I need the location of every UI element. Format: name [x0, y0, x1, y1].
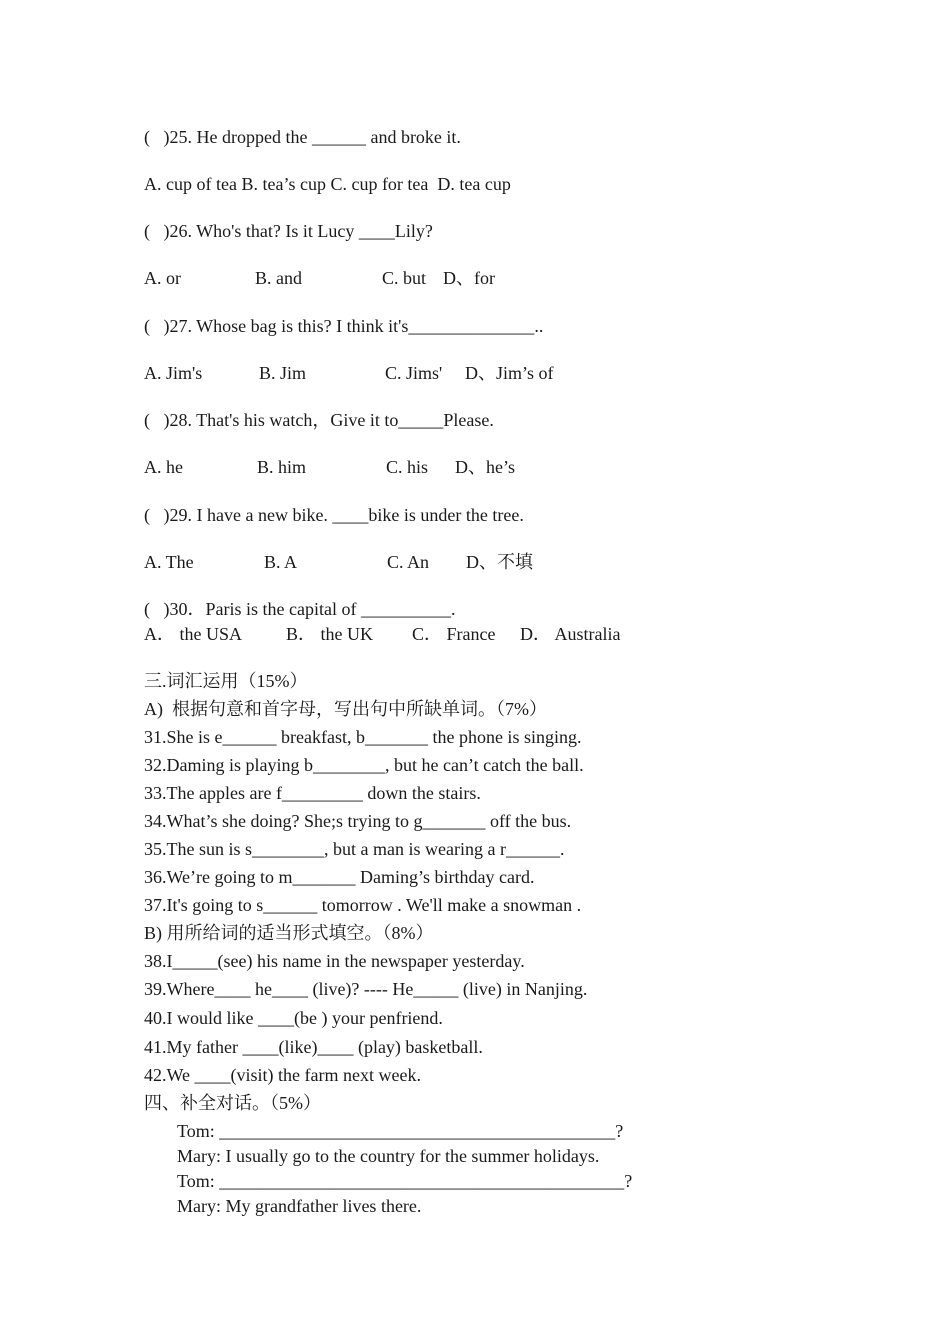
question-41: 41.My father ____(like)____ (play) basketball.	[144, 1037, 483, 1057]
section-3-title: 三.词汇运用（15%）	[144, 671, 308, 691]
dialog-line-1: Tom: ____________________________________________?	[177, 1121, 624, 1141]
question-29-option-a: A. The	[144, 552, 194, 572]
question-25-options: A. cup of tea B. tea’s cup C. cup for tea D. tea cup	[144, 174, 511, 194]
question-30-stem: ( )30．Paris is the capital of __________.	[144, 599, 456, 619]
question-34: 34.What’s she doing? She;s trying to g_______ off the bus.	[144, 811, 572, 831]
dialog-line-2: Mary: I usually go to the country for the summer holidays.	[177, 1146, 600, 1166]
dialog-line-4: Mary: My grandfather lives there.	[177, 1196, 422, 1216]
question-40: 40.I would like ____(be ) your penfriend.	[144, 1008, 443, 1028]
question-31: 31.She is e______ breakfast, b_______ the phone is singing.	[144, 727, 582, 747]
question-29-option-d: D、不填	[466, 552, 533, 572]
question-27-option-d: D、Jim’s of	[465, 363, 554, 383]
question-26-option-b: B. and	[255, 268, 302, 288]
question-37: 37.It's going to s______ tomorrow . We'll make a snowman .	[144, 895, 582, 915]
question-26-option-c: C. but	[382, 268, 427, 288]
question-35: 35.The sun is s________, but a man is wearing a r______.	[144, 839, 565, 859]
dialog-line-3: Tom: _____________________________________________?	[177, 1171, 633, 1191]
question-39: 39.Where____ he____ (live)? ---- He_____ (live) in Nanjing.	[144, 979, 588, 999]
question-26-option-d: D、for	[443, 268, 495, 288]
question-29-option-c: C. An	[387, 552, 430, 572]
question-27-option-b: B. Jim	[259, 363, 307, 383]
question-30-option-b: B． the UK	[286, 624, 373, 644]
question-42: 42.We ____(visit) the farm next week.	[144, 1065, 421, 1085]
question-27-stem: ( )27. Whose bag is this? I think it's______________..	[144, 316, 544, 336]
section-3a-title: A) 根据句意和首字母，写出句中所缺单词。（7%）	[144, 699, 547, 719]
question-29-stem: ( )29. I have a new bike. ____bike is under the tree.	[144, 505, 524, 525]
question-28-option-c: C. his	[386, 457, 429, 477]
question-28-option-d: D、he’s	[455, 457, 515, 477]
question-27-option-a: A. Jim's	[144, 363, 203, 383]
question-36: 36.We’re going to m_______ Daming’s birthday card.	[144, 867, 535, 887]
question-38: 38.I_____(see) his name in the newspaper yesterday.	[144, 951, 525, 971]
question-26-option-a: A. or	[144, 268, 181, 288]
question-28-stem: ( )28. That's his watch，Give it to_____Please.	[144, 410, 494, 430]
question-33: 33.The apples are f_________ down the stairs.	[144, 783, 481, 803]
question-28-option-a: A. he	[144, 457, 183, 477]
question-28-option-b: B. him	[257, 457, 307, 477]
section-3b-title: B) 用所给词的适当形式填空。（8%）	[144, 923, 434, 943]
question-29-option-b: B. A	[264, 552, 298, 572]
question-32: 32.Daming is playing b________, but he can’t catch the ball.	[144, 755, 584, 775]
question-30-option-d: D． Australia	[520, 624, 621, 644]
question-25-stem: ( )25. He dropped the ______ and broke it.	[144, 127, 461, 147]
question-27-option-c: C. Jims'	[385, 363, 443, 383]
question-30-option-a: A． the USA	[144, 624, 242, 644]
question-26-stem: ( )26. Who's that? Is it Lucy ____Lily?	[144, 221, 433, 241]
section-4-title: 四、补全对话。（5%）	[144, 1093, 321, 1113]
question-30-option-c: C． France	[412, 624, 496, 644]
